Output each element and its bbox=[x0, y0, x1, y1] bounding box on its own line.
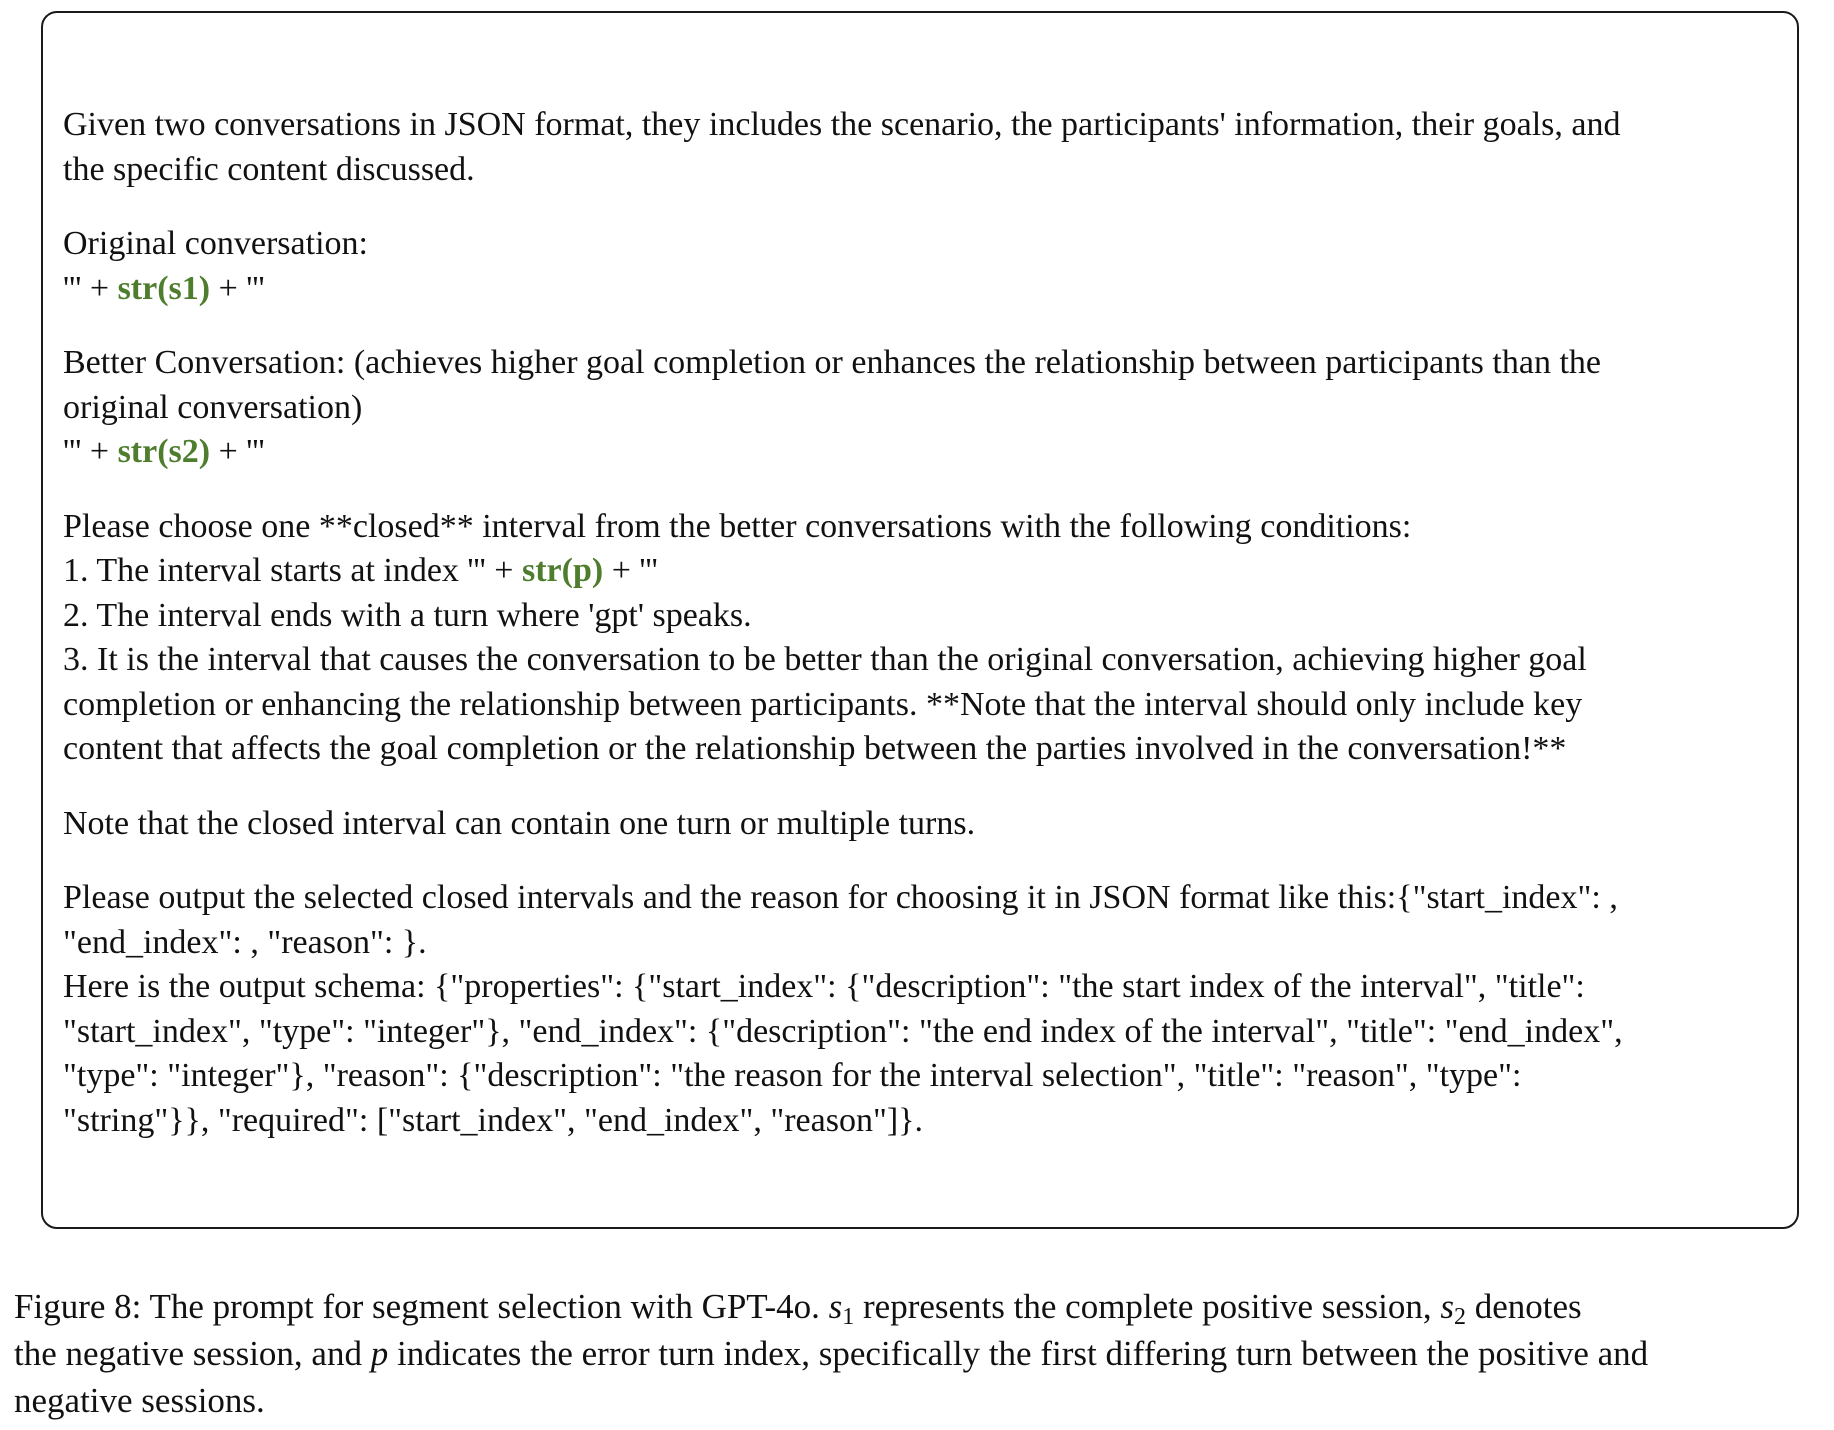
caption-text-4: the negative session, and bbox=[14, 1334, 371, 1373]
prompt-box bbox=[41, 11, 1799, 1229]
schema-line-1: Here is the output schema: {"properties": {"start_index": {"description": "the start index of the interval", "title": bbox=[63, 968, 1585, 1005]
math-s1 bbox=[828, 1287, 855, 1330]
caption-text-5: indicates the error turn index, specifically the first differing turn between the positive and bbox=[388, 1334, 1649, 1373]
caption-text-3: denotes bbox=[1466, 1287, 1582, 1326]
caption-text-2: represents the complete positive session, bbox=[854, 1287, 1441, 1326]
note-line: Note that the closed interval can contain one turn or multiple turns. bbox=[63, 804, 976, 842]
original-prefix: ''' + bbox=[63, 269, 118, 307]
original-conversation-paragraph bbox=[63, 222, 1775, 311]
schema-line-2: "start_index", "type": "integer"}, "end_index": {"description": "the end index of the interval", "title": "end_index", bbox=[63, 1012, 1623, 1050]
better-line-2: original conversation) bbox=[63, 388, 363, 426]
better-suffix: + ''' bbox=[210, 433, 265, 470]
condition-1 bbox=[63, 549, 1775, 594]
intro-line-1: Given two conversations in JSON format, they includes the scenario, the participants' information, their goals, and bbox=[63, 106, 1621, 143]
condition-2: 2. The interval ends with a turn where 'gpt' speaks. bbox=[63, 596, 752, 634]
intro-line-2: the specific content discussed. bbox=[63, 150, 475, 188]
output-line-2: "end_index": , "reason": }. bbox=[63, 923, 427, 961]
original-placeholder-line bbox=[63, 267, 1775, 312]
caption-line-3: negative sessions. bbox=[14, 1381, 265, 1420]
output-format-paragraph bbox=[63, 876, 1775, 1143]
better-conversation-paragraph bbox=[63, 341, 1775, 475]
caption-label: Figure 8: bbox=[14, 1287, 142, 1326]
schema-line-4: "string"}}, "required": ["start_index", "end_index", "reason"]}. bbox=[63, 1101, 923, 1139]
math-p: p bbox=[370, 1334, 389, 1373]
conditions-intro: Please choose one **closed** interval from the better conversations with the following conditions: bbox=[63, 507, 1412, 545]
condition-1-code-variable: str(p) bbox=[521, 552, 604, 589]
schema-line-3: "type": "integer"}, "reason": {"description": "the reason for the interval selection", "title": "reason", "type": bbox=[63, 1057, 1522, 1094]
condition-1-prefix: 1. The interval starts at index ''' + bbox=[63, 552, 522, 589]
better-code-variable: str(s2) bbox=[117, 433, 211, 470]
math-s1-sub: 1 bbox=[842, 1304, 855, 1330]
better-placeholder-line bbox=[63, 430, 1775, 475]
condition-3-line-3: content that affects the goal completion or the relationship between the parties involved in the conversation!** bbox=[63, 730, 1567, 767]
conditions-paragraph bbox=[63, 505, 1775, 772]
prompt-content bbox=[63, 103, 1775, 1143]
intro-paragraph bbox=[63, 103, 1775, 192]
better-line-1: Better Conversation: (achieves higher goal completion or enhances the relationship between participants than the bbox=[63, 344, 1601, 381]
condition-3-line-2: completion or enhancing the relationship between participants. **Note that the interval should only include key bbox=[63, 685, 1583, 723]
math-s2-sub: 2 bbox=[1454, 1304, 1467, 1330]
math-s2 bbox=[1440, 1287, 1467, 1330]
figure-caption bbox=[14, 1283, 1824, 1424]
caption-line-1 bbox=[14, 1283, 1824, 1330]
original-code-variable: str(s1) bbox=[117, 269, 211, 307]
original-suffix: + ''' bbox=[210, 269, 265, 307]
caption-line-2 bbox=[14, 1330, 1824, 1377]
condition-1-suffix: + ''' bbox=[603, 552, 658, 589]
original-heading: Original conversation: bbox=[63, 225, 368, 262]
condition-3-line-1: 3. It is the interval that causes the conversation to be better than the original conversation, achieving higher goal bbox=[63, 641, 1587, 678]
caption-text-1: The prompt for segment selection with GPT-4o. bbox=[141, 1287, 829, 1326]
better-prefix: ''' + bbox=[63, 433, 118, 470]
math-s1-var: s bbox=[828, 1287, 843, 1326]
math-s2-var: s bbox=[1440, 1287, 1455, 1326]
note-paragraph bbox=[63, 802, 1775, 847]
output-line-1: Please output the selected closed intervals and the reason for choosing it in JSON format like this:{"start_index": , bbox=[63, 879, 1618, 916]
